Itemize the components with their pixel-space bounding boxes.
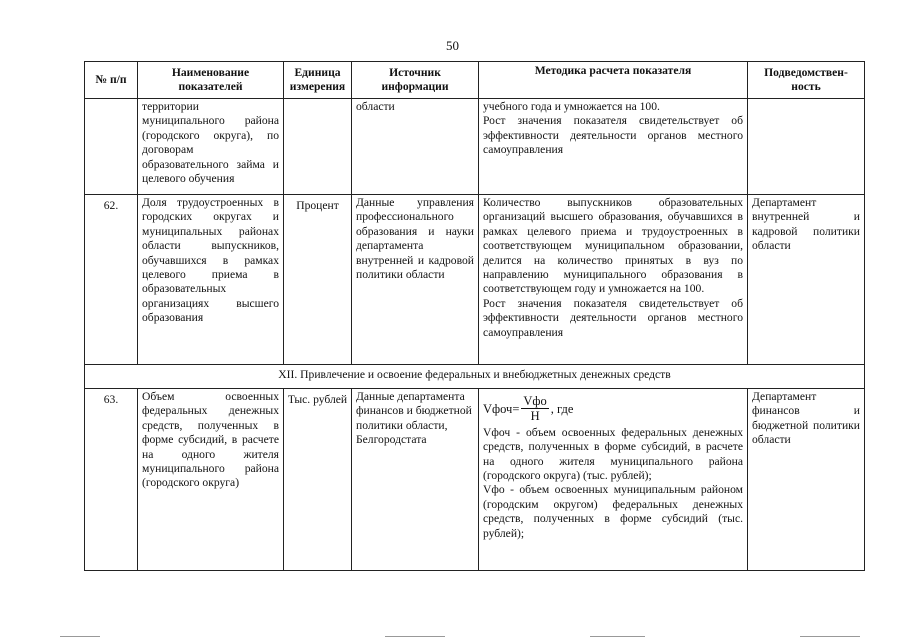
row-dept: [748, 99, 865, 195]
method-text: Рост значения показателя свидетельствует об эффективности деятельности органов местного самоуправления: [483, 296, 743, 339]
formula-lhs: Vфоч=: [483, 401, 520, 416]
header-unit: Единица измерения: [284, 62, 352, 99]
header-source: Источник информации: [352, 62, 479, 99]
table-header-row: [85, 62, 865, 99]
formula-numerator: Vфо: [523, 394, 547, 408]
header-dept: Подведомствен-ность: [748, 62, 865, 99]
scan-artifact-line: [60, 636, 100, 637]
header-method: Методика расчета показателя: [479, 62, 748, 99]
row-dept: Департамент финансов и бюджетной политики области: [748, 389, 865, 571]
scan-artifact-line: [800, 636, 860, 637]
method-text: учебного года и умножается на 100.: [483, 100, 660, 113]
row-num: 63.: [85, 389, 138, 571]
row-method: [479, 195, 748, 365]
row-source: области: [352, 99, 479, 195]
method-text: Vфо - объем освоенных муниципальным районом (городским округом) федеральных денежных средств, полученных в форме субсидий (тыс. рублей);: [483, 483, 743, 540]
scan-artifact-line: [590, 636, 645, 637]
indicators-table: [84, 61, 865, 571]
row-name: Объем освоенных федеральных денежных средств, полученных в форме субсидий, в расчете на одного жителя муниципального района (городского округа): [138, 389, 284, 571]
method-text: Vфоч - объем освоенных федеральных денежных средств, полученных в форме субсидий, в расчете на одного жителя муниципального района (городского округа) (тыс. рублей);: [483, 425, 743, 483]
row-source: Данные управления профессионального образования и науки департамента внутренней и кадровой политики области: [352, 195, 479, 365]
row-num: 62.: [85, 195, 138, 365]
scan-artifact-line: [385, 636, 445, 637]
row-unit: Тыс. рублей: [284, 389, 352, 571]
row-num: [85, 99, 138, 195]
row-unit: Процент: [284, 195, 352, 365]
row-source: Данные департамента финансов и бюджетной политики области, Белгородстата: [352, 389, 479, 571]
method-text: Рост значения показателя свидетельствует об эффективности деятельности органов местного самоуправления: [483, 114, 743, 157]
formula-fraction: [521, 394, 548, 424]
row-method: [479, 99, 748, 195]
table-row: [85, 389, 865, 571]
header-num: № п/п: [85, 62, 138, 99]
formula-tail: , где: [550, 401, 574, 416]
header-name: Наименование показателей: [138, 62, 284, 99]
row-method: [479, 389, 748, 571]
method-text: Количество выпускников образовательных организаций высшего образования, обучавшихся в рамках целевого приема и трудоустроенных в соответствующем муниципальном образовании, делится на количество принятых в вуз по направлению муниципального образования в соответствующем году и умножается на 100.: [483, 196, 743, 296]
row-dept: Департамент внутренней и кадровой политики области: [748, 195, 865, 365]
table-row: [85, 195, 865, 365]
row-name: территории муниципального района (городского округа), по договорам образовательного займа и целевого обучения: [138, 99, 284, 195]
page-number: 50: [446, 38, 459, 53]
formula: [483, 394, 743, 424]
row-name: Доля трудоустроенных в городских округах и муниципальных районах области выпускников, обучавшихся в рамках целевого приема в образовательных организациях высшего образования: [138, 195, 284, 365]
table-row: [85, 99, 865, 195]
formula-denominator: Н: [530, 409, 540, 424]
row-unit: [284, 99, 352, 195]
section-row: [85, 365, 865, 389]
section-title: XII. Привлечение и освоение федеральных и внебюджетных денежных средств: [85, 365, 865, 389]
